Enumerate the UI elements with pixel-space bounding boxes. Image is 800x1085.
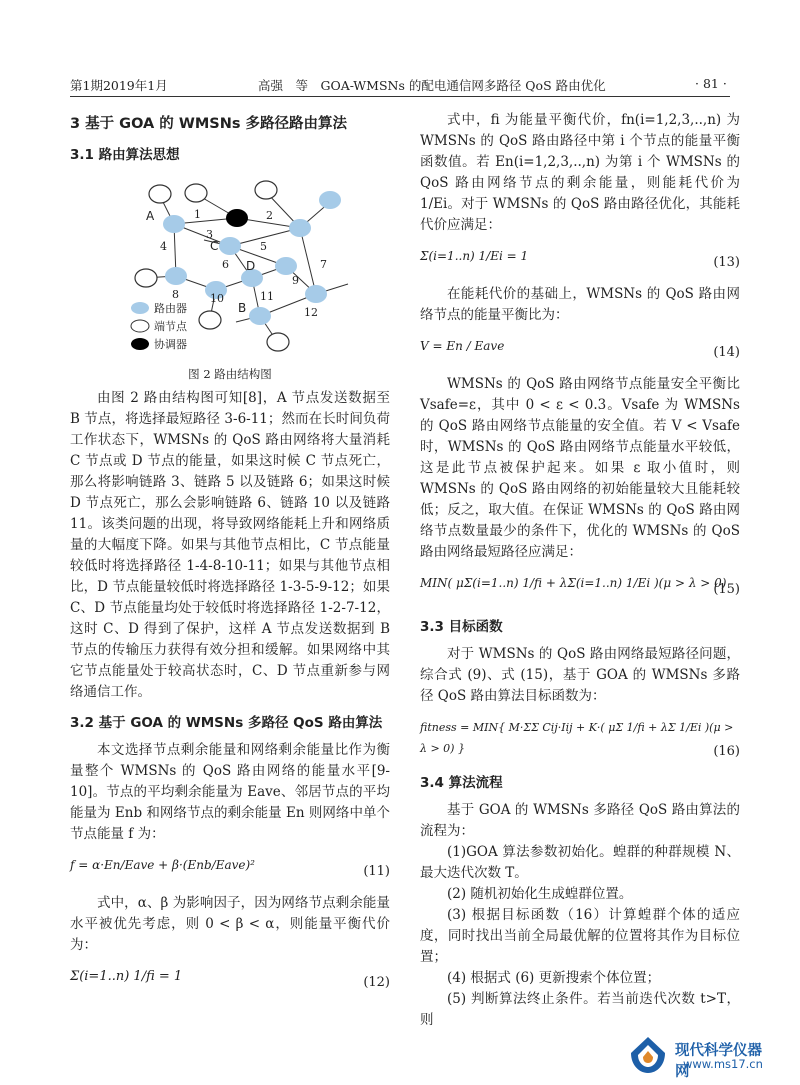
node-label-c: C xyxy=(210,239,219,253)
node-label-a: A xyxy=(146,209,155,223)
list-item: (1)GOA 算法参数初始化。蝗群的种群规模 N、最大迭代次数 T。 xyxy=(420,844,740,881)
subsection-3-2-title: 3.2 基于 GOA 的 WMSNs 多路径 QoS 路由算法 xyxy=(70,715,383,731)
legend-router-label: 路由器 xyxy=(154,302,187,315)
link-label: 3 xyxy=(206,228,213,241)
equation-11: f = α·En/Eave + β·(Enb/Eave)² (11) xyxy=(70,858,390,879)
paragraph: 由图 2 路由结构图可知[8]，A 节点发送数据至 B 节点，将选择最短路径 3-6-11；然而在长时间负荷工作状态下，WMSNs 的 QoS 路由网络将大量消耗 C 节点或 D 节点的能量，如果这时候 C 节点死亡，那么将影响链路 3、链路 5 以及链路 6；如果这时候 D 节点死亡，那么会影响链路 6、链路 10 以及链路 11。该类问题的出现，将导致网络能耗上升和网络质量的大幅度下降。如果与其他节点相比，C 节点能量较低时将选择路径 1-4-8-10-11；如果与其他节点相比，D 节点能量较低时将选择路径 1-3-5-9-12；如果 C、D 节点能量均处于较低时将选择路径 1-2-7-12，这时 C、D 得到了保护，这样 A 节点发送数据到 B 节点的传输压力获得有效分担和缓解。如果网络中其它节点能量处于较高状态时，C、D 节点重新参与网络通信工作。 xyxy=(70,390,390,700)
left-column-body xyxy=(70,362,390,1014)
paragraph: 式中，fi 为能量平衡代价，fn(i=1,2,3,..,n) 为 WMSNs 的 QoS 路由路径中第 i 个节点的能量平衡函数值。若 En(i=1,2,3,..,n) 为第 i 个 WMSNs 的 QoS 路由网络节点的剩余能量，则能耗代价为 1/Ei。对于 WMSNs 的 QoS 路由路径优化，其能耗代价应满足： xyxy=(420,112,740,233)
legend-coordinator-swatch xyxy=(131,338,149,350)
end-node xyxy=(185,184,207,202)
list-item: (5) 判断算法终止条件。若当前迭代次数 t>T，则 xyxy=(420,991,740,1028)
link-label: 1 xyxy=(194,208,201,221)
subsection-3-4-title: 3.4 算法流程 xyxy=(420,775,503,791)
router-node xyxy=(319,191,341,209)
router-node xyxy=(275,257,297,275)
right-column xyxy=(420,110,740,1031)
router-node xyxy=(249,307,271,325)
paragraph: 基于 GOA 的 WMSNs 多路径 QoS 路由算法的流程为： xyxy=(420,802,740,839)
paragraph: 在能耗代价的基础上，WMSNs 的 QoS 路由网络节点的能量平衡比为： xyxy=(420,286,740,323)
legend-router-swatch xyxy=(131,302,149,314)
subsection-3-1-title: 3.1 路由算法思想 xyxy=(70,147,180,163)
end-node xyxy=(149,185,171,203)
legend-end-node-swatch xyxy=(131,320,149,332)
link-label: 2 xyxy=(266,209,273,222)
watermark-name: 现代科学仪器网 xyxy=(675,1043,762,1080)
link-label: 5 xyxy=(260,240,267,253)
router-node xyxy=(305,285,327,303)
figure-caption: 图 2 路由结构图 xyxy=(188,367,272,381)
link-label: 9 xyxy=(292,274,299,287)
equation-14: V = En / Eave (14) xyxy=(420,339,740,360)
running-header-title: 高强 等 GOA-WMSNs 的配电通信网多路径 QoS 路由优化 xyxy=(258,78,606,93)
equation-16: fitness = MIN{ M·ΣΣ Cij·Iij + K·( μΣ 1/fi + λΣ 1/Ei )(μ > λ > 0) } (16) xyxy=(420,721,740,759)
coordinator-node xyxy=(226,209,248,227)
left-column xyxy=(70,110,390,172)
subsection-3-3-title: 3.3 目标函数 xyxy=(420,619,503,635)
node-label-d: D xyxy=(246,259,256,273)
list-item: (2) 随机初始化生成蝗群位置。 xyxy=(447,886,633,902)
watermark-logo xyxy=(625,1035,775,1080)
end-node xyxy=(267,333,289,351)
page-number: · 81 · xyxy=(695,76,727,91)
equation-12: Σ(i=1..n) 1/fi = 1 (12) xyxy=(70,969,390,990)
link-label: 10 xyxy=(210,292,224,305)
algorithm-steps xyxy=(420,842,740,1031)
equation-15: MIN( μΣ(i=1..n) 1/fi + λΣ(i=1..n) 1/Ei )(μ > λ > 0) (15) xyxy=(420,576,740,597)
paragraph: WMSNs 的 QoS 路由网络节点能量安全平衡比 Vsafe=ε，其中 0 < ε < 0.3。Vsafe 为 WMSNs 的 QoS 路由网络节点能量的安全值。若 V < Vsafe 时，WMSNs 的 QoS 路由网络节点能量水平较低，这是此节点被保护起来。如果 ε 取小值时，则 WMSNs 的 QoS 路由网络的初始能量较大且能耗较低；反之，取大值。在保证 WMSNs 的 QoS 路由网络节点数量最少的条件下，优化的 WMSNs 的 QoS 路由网络最短路径应满足： xyxy=(420,376,740,560)
node-label-b: B xyxy=(238,301,247,315)
paragraph: 本文选择节点剩余能量和网络剩余能量比作为衡量整个 WMSNs 的 QoS 路由网络的能量水平[9-10]。节点的平均剩余能量为 Eave、邻居节点的平均能量为 Enb 和网络节点的剩余能量 En 则网络中单个节点能量 f 为： xyxy=(70,742,390,842)
end-node xyxy=(135,269,157,287)
section-title: 3 基于 GOA 的 WMSNs 多路径路由算法 xyxy=(70,116,348,132)
header-rule xyxy=(70,96,730,97)
paragraph: 式中，α、β 为影响因子，因为网络节点剩余能量水平被优先考虑，则 0 < β < α，则能量平衡代价为： xyxy=(70,895,390,953)
equation-13: Σ(i=1..n) 1/Ei = 1 (13) xyxy=(420,249,740,270)
link-label: 12 xyxy=(304,306,318,319)
watermark-url: www.ms17.cn xyxy=(683,1057,763,1071)
logo-icon xyxy=(625,1035,671,1075)
paragraph: 对于 WMSNs 的 QoS 路由网络最短路径问题，综合式 (9)、式 (15)，基于 GOA 的 WMSNs 多路径 QoS 路由算法目标函数为： xyxy=(420,646,740,704)
link-label: 7 xyxy=(320,258,327,271)
router-node xyxy=(289,219,311,237)
link-label: 4 xyxy=(160,240,167,253)
router-node xyxy=(165,267,187,285)
router-node xyxy=(163,215,185,233)
list-item: (4) 根据式 (6) 更新搜索个体位置； xyxy=(447,970,661,986)
end-node xyxy=(199,311,221,329)
figure-canvas xyxy=(70,178,390,363)
link-label: 8 xyxy=(172,288,179,301)
legend-end-node-label: 端节点 xyxy=(154,320,187,333)
router-node xyxy=(219,237,241,255)
link-label: 11 xyxy=(260,290,274,303)
list-item: (3) 根据目标函数（16）计算蝗群个体的适应度，同时找出当前全局最优解的位置将其作为目标位置； xyxy=(420,907,740,965)
end-node xyxy=(255,181,277,199)
running-header-issue: 第1期2019年1月 xyxy=(70,78,168,93)
legend-coordinator-label: 协调器 xyxy=(154,338,187,351)
link-label: 6 xyxy=(222,258,229,271)
